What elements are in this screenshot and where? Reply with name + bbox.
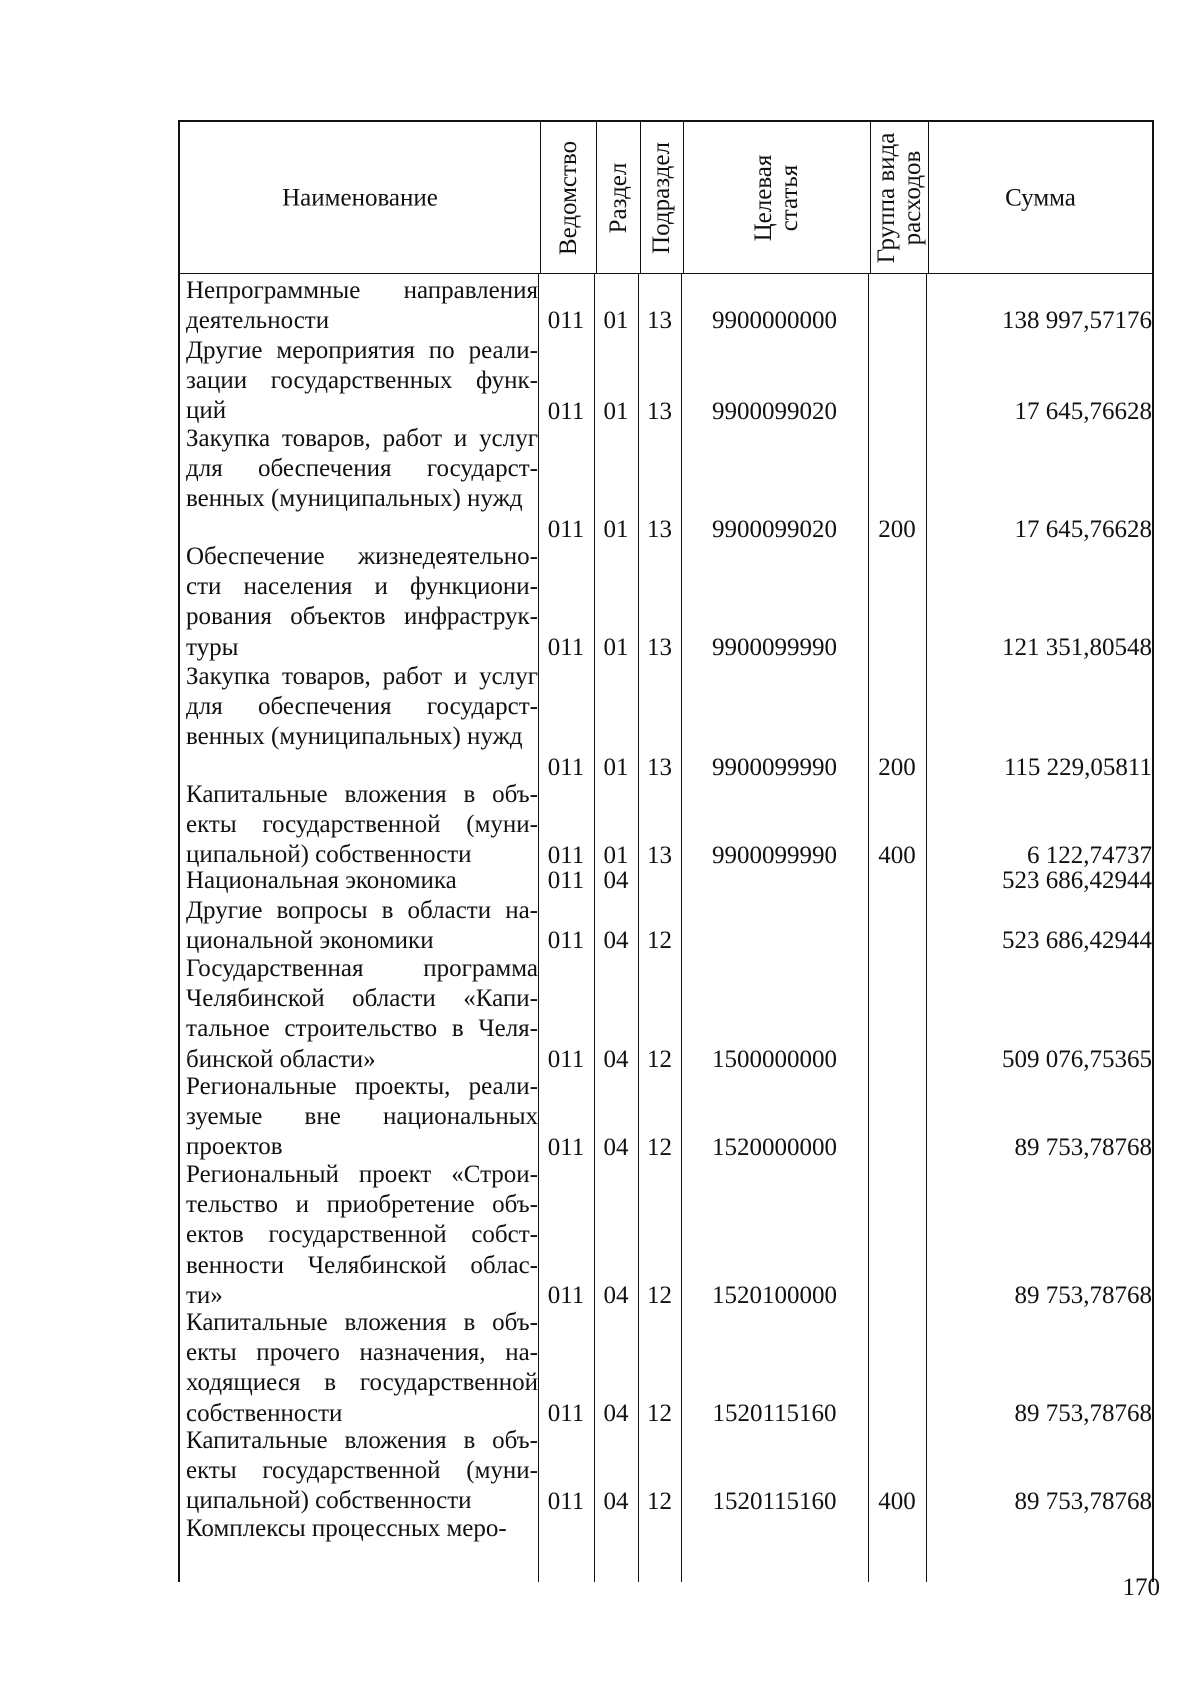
cell-ved: 011 (547, 841, 585, 869)
cell-podr: 12 (647, 1399, 672, 1427)
row-name: Комплексы процессных меро- (186, 1515, 507, 1542)
cell-podr: 12 (647, 1133, 672, 1161)
cell-cs: 9900000000 (712, 307, 837, 335)
header-razdel-cell (596, 122, 640, 273)
cell-ved: 011 (547, 927, 585, 955)
row-name: Государственная программа Челябинской области «Капи- тальное строительство в Челя- бинской области» (186, 955, 538, 1073)
table-row (180, 662, 1156, 783)
header-razdel: Раздел (604, 162, 632, 233)
cell-cs: 9900099990 (712, 633, 837, 661)
cell-podr: 13 (647, 515, 672, 543)
cell-cs: 1520115160 (712, 1399, 837, 1427)
table-row (180, 542, 1156, 663)
header-celevaya-line1: Целевая (750, 154, 777, 241)
table-row (180, 1160, 1156, 1311)
cell-razd: 04 (603, 927, 629, 955)
header-celevaya (751, 154, 803, 241)
cell-razd: 01 (603, 841, 629, 869)
cell-razd: 01 (603, 633, 629, 661)
cell-cs: 9900099990 (712, 841, 837, 869)
cell-ved: 011 (547, 753, 585, 781)
row-name: Национальная экономика (186, 867, 457, 894)
cell-cs: 9900099020 (712, 515, 837, 543)
table-header (178, 120, 1154, 274)
cell-cs: 1520115160 (712, 1487, 837, 1515)
row-name: Обеспечение жизнедеятельно- сти населения и функциони- рования объектов инфраструк- туры (186, 543, 538, 661)
cell-podr: 12 (647, 1045, 672, 1073)
row-name: Непрограммные направления деятельности (186, 277, 538, 335)
cell-podr: 13 (647, 397, 672, 425)
cell-vr: 400 (878, 841, 916, 869)
table-row (180, 424, 1156, 545)
row-name: Региональные проекты, реали- зуемые вне национальных проектов (186, 1073, 538, 1161)
cell-ved: 011 (547, 1487, 585, 1515)
cell-sum: 115 229,05811 (1003, 753, 1152, 781)
cell-sum: 121 351,80548 (1002, 633, 1152, 661)
table-row (180, 866, 1156, 896)
row-name: Капитальные вложения в объ- екты государственной (муни- ципальной) собственности (186, 1427, 538, 1515)
cell-sum: 17 645,76628 (1014, 397, 1152, 425)
cell-razd: 04 (603, 1133, 629, 1161)
cell-vr: 200 (878, 515, 916, 543)
cell-razd: 01 (603, 515, 629, 543)
cell-cs: 9900099020 (712, 397, 837, 425)
cell-sum: 89 753,78768 (1014, 1399, 1152, 1427)
table-row (180, 336, 1156, 427)
table-row (180, 1426, 1156, 1517)
cell-razd: 01 (603, 307, 629, 335)
header-gruppa-line2: расходов (898, 150, 926, 245)
header-name-cell (180, 122, 540, 273)
cell-razd: 04 (603, 1399, 629, 1427)
table-row (180, 1308, 1156, 1429)
cell-podr: 12 (647, 1487, 672, 1515)
row-name: Региональный проект «Строи- тельство и приобретение объ- ектов государственной собст- венности Челябинской облас- ти» (186, 1161, 538, 1309)
row-name: Капитальные вложения в объ- екты прочего назначения, на- ходящиеся в государственной собственности (186, 1309, 538, 1427)
cell-ved: 011 (547, 1045, 585, 1073)
table-row (180, 276, 1156, 336)
cell-cs: 1520000000 (712, 1133, 837, 1161)
cell-podr: 12 (647, 1282, 672, 1309)
cell-sum: 89 753,78768 (1014, 1282, 1152, 1309)
table-row (180, 1072, 1156, 1163)
page-number: 170 (1122, 1574, 1160, 1601)
cell-razd: 04 (603, 867, 629, 895)
cell-razd: 01 (603, 753, 629, 781)
cell-podr: 13 (647, 633, 672, 661)
cell-ved: 011 (547, 397, 585, 425)
cell-podr: 13 (647, 841, 672, 869)
row-name: Закупка товаров, работ и услуг для обеспечения государст- венных (муниципальных) нужд (186, 425, 538, 513)
header-summa: Сумма (1005, 184, 1076, 211)
cell-ved: 011 (547, 1133, 585, 1161)
cell-vr: 200 (878, 753, 916, 781)
cell-podr: 13 (647, 753, 672, 781)
row-name: Капитальные вложения в объ- екты государственной (муни- ципальной) собственности (186, 781, 538, 869)
cell-cs: 1520100000 (712, 1282, 837, 1309)
cell-razd: 04 (603, 1487, 629, 1515)
cell-ved: 011 (547, 515, 585, 543)
header-gruppa-line1: Группа вида (872, 132, 900, 263)
header-celevaya-line2: статья (776, 164, 803, 231)
row-name: Другие вопросы в области на- циональной экономики (186, 897, 538, 955)
header-podrazdel-cell (640, 122, 683, 273)
cell-sum: 523 686,42944 (1002, 867, 1152, 895)
header-summa-cell (928, 122, 1152, 273)
cell-razd: 01 (603, 397, 629, 425)
cell-vr: 400 (878, 1487, 916, 1515)
cell-sum: 89 753,78768 (1014, 1133, 1152, 1161)
header-podrazdel: Подраздел (648, 141, 675, 254)
table-row (180, 896, 1156, 956)
header-gruppa (874, 132, 926, 263)
cell-cs: 1500000000 (712, 1045, 837, 1073)
row-name: Закупка товаров, работ и услуг для обеспечения государст- венных (муниципальных) нужд (186, 663, 538, 751)
table-row (180, 954, 1156, 1075)
header-name: Наименование (282, 184, 438, 211)
table-row (180, 1514, 1156, 1544)
cell-ved: 011 (547, 633, 585, 661)
budget-table (178, 120, 1154, 1582)
cell-cs: 9900099990 (712, 753, 837, 781)
header-celevaya-cell (683, 122, 870, 273)
cell-razd: 04 (603, 1282, 629, 1309)
cell-sum: 523 686,42944 (1002, 927, 1152, 955)
header-gruppa-cell (870, 122, 928, 273)
cell-sum: 17 645,76628 (1014, 515, 1152, 543)
row-name: Другие мероприятия по реали- зации государственных функ- ций (186, 337, 538, 425)
table-body (178, 274, 1154, 1582)
cell-ved: 011 (547, 307, 585, 335)
cell-ved: 011 (547, 867, 585, 895)
cell-sum: 509 076,75365 (1002, 1045, 1152, 1073)
cell-ved: 011 (547, 1282, 585, 1309)
cell-podr: 13 (647, 307, 672, 335)
cell-ved: 011 (547, 1399, 585, 1427)
cell-razd: 04 (603, 1045, 629, 1073)
table-row (180, 780, 1156, 871)
cell-podr: 12 (647, 927, 672, 955)
header-vedomstvo-cell (540, 122, 596, 273)
cell-sum: 6 122,74737 (1027, 841, 1152, 869)
header-vedomstvo: Ведомство (554, 140, 582, 255)
cell-sum: 138 997,57176 (1002, 307, 1152, 335)
cell-sum: 89 753,78768 (1014, 1487, 1152, 1515)
